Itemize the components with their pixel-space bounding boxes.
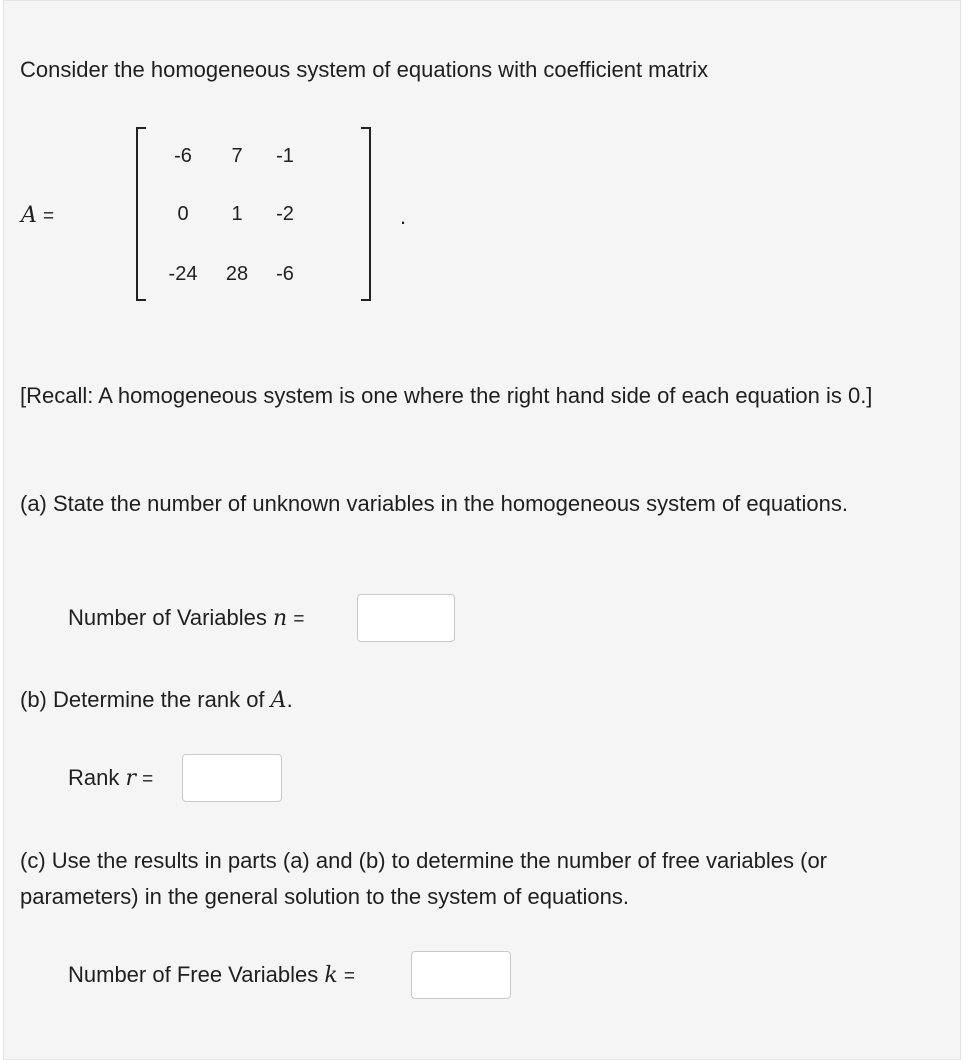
rank-input[interactable] [182,754,282,802]
part-b-label [68,760,153,798]
part-c-var: k [324,963,338,988]
matrix-cell: -6 [174,145,192,167]
part-a-question: (a) State the number of unknown variables in the homogeneous system of equations. [20,491,848,516]
matrix-symbol: A [21,203,37,228]
part-b-question-suffix: . [286,687,293,712]
matrix-cell: 1 [231,203,243,225]
part-b-var: r [125,766,137,791]
part-b-equals: = [142,769,154,790]
question-panel [3,0,961,1060]
part-a-equals: = [293,609,305,630]
free-variables-input[interactable] [411,951,511,999]
matrix-cell: 0 [177,203,189,225]
matrix-label [21,197,54,235]
part-a-var: n [273,606,288,631]
matrix-cell: 7 [231,145,243,167]
matrix-cell: 28 [225,263,249,285]
matrix-left-bracket [136,127,146,301]
matrix-cell: -6 [276,263,294,285]
part-b-question [20,682,293,719]
matrix-equals: = [43,206,55,227]
matrix-period: . [400,204,407,229]
part-a-label-text: Number of Variables [68,605,267,630]
variables-count-input[interactable] [357,594,455,642]
recall-note: [Recall: A homogeneous system is one where the right hand side of each equation is 0.] [20,383,873,408]
part-c-equals: = [343,966,355,987]
part-c-label [68,957,355,995]
matrix-cell: -24 [168,263,198,285]
matrix-cell: -1 [276,145,294,167]
matrix-right-bracket [361,127,371,301]
part-a-label [68,600,304,638]
part-b-question-var: A [270,688,287,713]
matrix-cell: -2 [276,203,294,225]
part-c-question: (c) Use the results in parts (a) and (b) to determine the number of free variables (or parameters) in the general solution to the system of equations. [20,848,828,909]
intro-text: Consider the homogeneous system of equations with coefficient matrix [20,57,709,82]
part-c-label-text: Number of Free Variables [68,962,319,987]
part-b-label-text: Rank [68,765,120,790]
part-b-question-text: (b) Determine the rank of [20,687,265,712]
